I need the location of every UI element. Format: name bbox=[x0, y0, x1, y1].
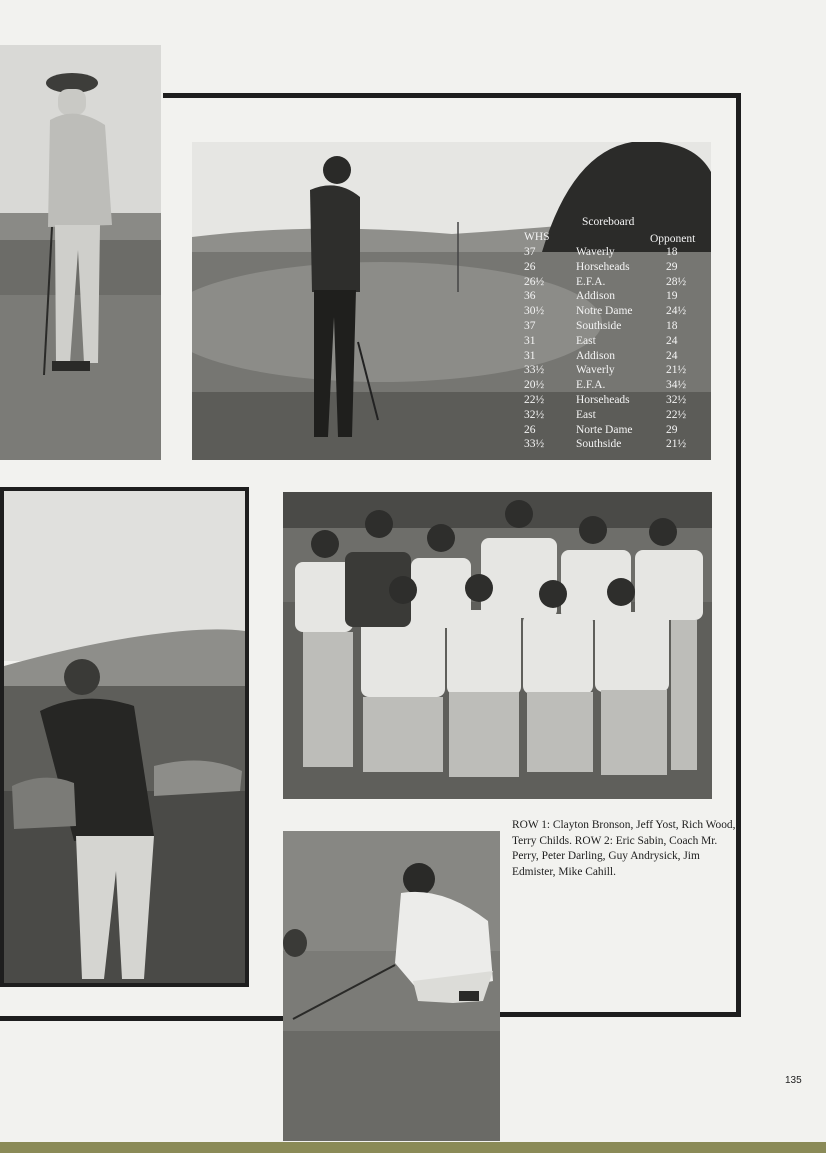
opponent-score: 18 bbox=[666, 246, 678, 258]
opponent-name: Addison bbox=[576, 290, 615, 303]
scoreboard-row bbox=[520, 408, 710, 423]
whs-score: 31 bbox=[524, 349, 536, 362]
whs-score: 22½ bbox=[524, 393, 545, 406]
scoreboard-row bbox=[520, 334, 710, 349]
whs-score: 20½ bbox=[524, 379, 545, 392]
opponent-score: 21½ bbox=[666, 438, 687, 451]
whs-score: 26 bbox=[524, 260, 536, 273]
opponent-name: East bbox=[576, 408, 596, 421]
scoreboard-row bbox=[520, 393, 710, 408]
opponent-score: 29 bbox=[666, 423, 678, 436]
opponent-name: Southside bbox=[576, 438, 622, 451]
whs-score: 37 bbox=[524, 246, 536, 258]
opponent-name: Waverly bbox=[576, 364, 615, 377]
photo-team-portrait bbox=[283, 492, 712, 799]
opponent-score: 24 bbox=[666, 349, 678, 362]
whs-score: 37 bbox=[524, 319, 536, 332]
opponent-score: 19 bbox=[666, 290, 678, 303]
photo-coach-with-bag bbox=[0, 487, 249, 987]
whs-score: 26½ bbox=[524, 275, 545, 288]
opponent-score: 24½ bbox=[666, 305, 687, 318]
page-number: 135 bbox=[785, 1075, 802, 1086]
whs-score: 36 bbox=[524, 290, 536, 303]
scoreboard-rows bbox=[520, 245, 710, 452]
scoreboard-row bbox=[520, 260, 710, 275]
scoreboard-row bbox=[520, 363, 710, 378]
photo-golfer-crouching bbox=[283, 831, 500, 1141]
opponent-name: Norte Dame bbox=[576, 423, 633, 436]
opponent-name: Southside bbox=[576, 319, 622, 332]
opponent-score: 28½ bbox=[666, 275, 687, 288]
page-bottom-band bbox=[0, 1142, 826, 1153]
scoreboard-title: Scoreboard bbox=[582, 216, 635, 228]
whs-score: 26 bbox=[524, 423, 536, 436]
whs-score: 31 bbox=[524, 334, 536, 347]
whs-score: 30½ bbox=[524, 305, 545, 318]
scoreboard-row bbox=[520, 275, 710, 290]
scoreboard-row bbox=[520, 437, 710, 452]
scoreboard-row bbox=[520, 289, 710, 304]
scoreboard-row bbox=[520, 423, 710, 438]
opponent-score: 21½ bbox=[666, 364, 687, 377]
frame-bottom-line-left bbox=[0, 1016, 283, 1021]
whs-score: 32½ bbox=[524, 408, 545, 421]
scoreboard-row bbox=[520, 304, 710, 319]
opponent-name: Addison bbox=[576, 349, 615, 362]
scoreboard-team-header: WHS bbox=[524, 231, 550, 243]
scoreboard bbox=[520, 214, 710, 459]
opponent-name: Horseheads bbox=[576, 260, 630, 273]
opponent-name: Horseheads bbox=[576, 393, 630, 406]
whs-score: 33½ bbox=[524, 364, 545, 377]
opponent-name: East bbox=[576, 334, 596, 347]
scoreboard-opponent-header: Opponent bbox=[650, 233, 696, 245]
opponent-score: 34½ bbox=[666, 379, 687, 392]
opponent-name: Waverly bbox=[576, 246, 615, 258]
scoreboard-row bbox=[520, 319, 710, 334]
opponent-score: 22½ bbox=[666, 408, 687, 421]
opponent-score: 24 bbox=[666, 334, 678, 347]
photo-golfer-standing bbox=[0, 45, 161, 460]
frame-top-line bbox=[163, 93, 741, 98]
opponent-score: 32½ bbox=[666, 393, 687, 406]
opponent-name: E.F.A. bbox=[576, 379, 606, 392]
scoreboard-row bbox=[520, 349, 710, 364]
opponent-score: 18 bbox=[666, 319, 678, 332]
team-caption: ROW 1: Clayton Bronson, Jeff Yost, Rich Wood, Terry Childs. ROW 2: Eric Sabin, Coach Mr. Perry, Peter Darling, Guy Andrysick, Jim Edmister, Mike Cahill. bbox=[512, 819, 736, 878]
frame-bottom-line-right bbox=[500, 1012, 741, 1017]
scoreboard-row bbox=[520, 378, 710, 393]
whs-score: 33½ bbox=[524, 438, 545, 451]
opponent-name: Notre Dame bbox=[576, 305, 633, 318]
opponent-name: E.F.A. bbox=[576, 275, 606, 288]
opponent-score: 29 bbox=[666, 260, 678, 273]
scoreboard-row bbox=[520, 245, 710, 260]
